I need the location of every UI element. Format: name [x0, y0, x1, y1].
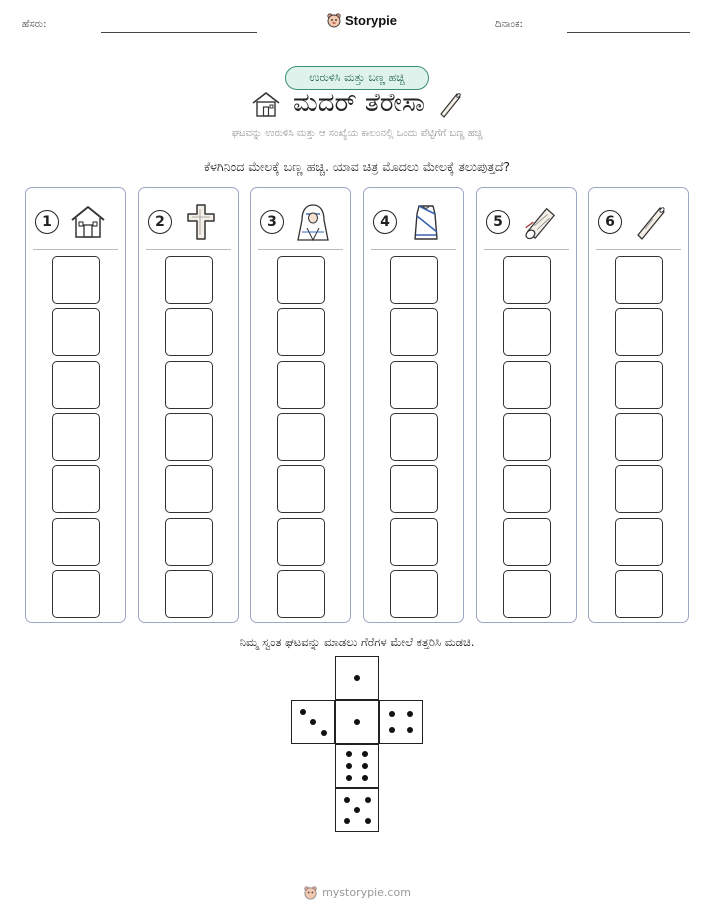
dice-note: ನಿಮ್ಮ ಸ್ವಂತ ಘಟವನ್ನು ಮಾಡಲು ಗೆರೆಗಳ ಮೇಲೆ ಕತ್ತರಿಸಿ ಮಡಚಿ. [239, 635, 475, 649]
column-divider [371, 249, 456, 250]
color-box[interactable] [52, 518, 100, 566]
scroll-icon [520, 202, 558, 242]
column-number: 2 [148, 210, 172, 234]
color-box[interactable] [165, 413, 213, 461]
column-number: 5 [486, 210, 510, 234]
column-header [260, 202, 332, 242]
dice-pip [389, 711, 395, 717]
color-box[interactable] [615, 465, 663, 513]
color-box[interactable] [615, 518, 663, 566]
dice-pip [354, 719, 360, 725]
color-box[interactable] [615, 256, 663, 304]
color-box[interactable] [503, 361, 551, 409]
dice-pip [362, 775, 368, 781]
dice-pip [344, 797, 350, 803]
color-box[interactable] [165, 465, 213, 513]
column-number: 4 [373, 210, 397, 234]
column-divider [33, 249, 118, 250]
dice-pip [354, 675, 360, 681]
column-divider [258, 249, 343, 250]
dice-pip [300, 709, 306, 715]
color-box[interactable] [503, 465, 551, 513]
column-header [35, 202, 107, 242]
nun-icon [294, 202, 332, 242]
column-divider [596, 249, 681, 250]
dice-pip [407, 727, 413, 733]
color-box[interactable] [503, 256, 551, 304]
dice-pip [365, 797, 371, 803]
activity-badge: ಉರುಳಿಸಿ ಮತ್ತು ಬಣ್ಣ ಹಚ್ಚಿ [285, 66, 429, 90]
color-box[interactable] [503, 308, 551, 356]
column-3 [250, 187, 351, 623]
dice-pip [344, 818, 350, 824]
color-box[interactable] [615, 413, 663, 461]
dice-pip [362, 751, 368, 757]
title-row [0, 88, 714, 119]
house-icon [69, 202, 107, 242]
color-box[interactable] [165, 570, 213, 618]
color-box[interactable] [165, 361, 213, 409]
color-box[interactable] [277, 465, 325, 513]
dice-pip [346, 763, 352, 769]
color-box[interactable] [615, 308, 663, 356]
color-box[interactable] [503, 570, 551, 618]
color-box[interactable] [390, 256, 438, 304]
dice-pip [346, 751, 352, 757]
subtitle: ಘಟವನ್ನು ಉರುಳಿಸಿ ಮತ್ತು ಆ ಸಂಖ್ಯೆಯ ಕಾಲಂನಲ್ಲಿ ಒಂದು ಪೆಟ್ಟಿಗೆಗೆ ಬಣ್ಣ ಹಚ್ಚಿ [231, 128, 483, 139]
name-line[interactable] [101, 32, 257, 33]
color-box[interactable] [165, 518, 213, 566]
column-4 [363, 187, 464, 623]
sari-icon [407, 202, 445, 242]
color-box[interactable] [390, 518, 438, 566]
color-box[interactable] [390, 465, 438, 513]
name-label: ಹೆಸರು: [22, 19, 47, 30]
date-line[interactable] [567, 32, 690, 33]
column-5 [476, 187, 577, 623]
dice-face [335, 656, 379, 700]
column-header [486, 202, 558, 242]
color-box[interactable] [52, 413, 100, 461]
color-box[interactable] [52, 465, 100, 513]
dice-pip [354, 807, 360, 813]
column-header [598, 202, 670, 242]
storypie-mascot-icon [303, 885, 318, 900]
color-box[interactable] [277, 518, 325, 566]
footer-site[interactable]: mystorypie.com [322, 886, 411, 899]
stick-icon [437, 90, 463, 118]
color-box[interactable] [52, 256, 100, 304]
cross-icon [182, 202, 220, 242]
column-divider [484, 249, 569, 250]
dice-pip [407, 711, 413, 717]
house-icon [251, 90, 281, 118]
color-box[interactable] [615, 361, 663, 409]
stick-icon [632, 202, 670, 242]
brand-logo [326, 12, 397, 28]
column-divider [146, 249, 231, 250]
dice-pip [389, 727, 395, 733]
color-box[interactable] [503, 413, 551, 461]
dice-face [335, 700, 379, 744]
dice-pip [365, 818, 371, 824]
color-box[interactable] [52, 361, 100, 409]
column-header [148, 202, 220, 242]
color-box[interactable] [277, 413, 325, 461]
dice-face [379, 700, 423, 744]
color-box[interactable] [390, 361, 438, 409]
storypie-mascot-icon [326, 12, 342, 28]
date-label: ದಿನಾಂಕ: [495, 19, 523, 30]
column-1 [25, 187, 126, 623]
instruction: ಕೆಳಗಿನಿಂದ ಮೇಲಕ್ಕೆ ಬಣ್ಣ ಹಚ್ಚಿ. ಯಾವ ಚಿತ್ರ ಮೊದಲು ಮೇಲಕ್ಕೆ ತಲುಪುತ್ತದೆ? [203, 159, 511, 174]
dice-pip [310, 719, 316, 725]
color-box[interactable] [277, 256, 325, 304]
page-title: ಮದರ್ ತೆರೇಸಾ [292, 88, 426, 118]
dice-pip [362, 763, 368, 769]
color-box[interactable] [165, 308, 213, 356]
color-box[interactable] [390, 308, 438, 356]
column-number: 1 [35, 210, 59, 234]
color-box[interactable] [615, 570, 663, 618]
dice-pip [321, 730, 327, 736]
footer [0, 885, 714, 900]
dice-face [335, 744, 379, 788]
color-box[interactable] [277, 570, 325, 618]
color-box[interactable] [277, 361, 325, 409]
color-box[interactable] [390, 570, 438, 618]
column-6 [588, 187, 689, 623]
dice-face [291, 700, 335, 744]
dice-pip [346, 775, 352, 781]
color-box[interactable] [390, 413, 438, 461]
color-box[interactable] [52, 308, 100, 356]
color-box[interactable] [165, 256, 213, 304]
color-box[interactable] [52, 570, 100, 618]
column-2 [138, 187, 239, 623]
color-box[interactable] [503, 518, 551, 566]
column-number: 3 [260, 210, 284, 234]
color-box[interactable] [277, 308, 325, 356]
column-number: 6 [598, 210, 622, 234]
dice-face [335, 788, 379, 832]
column-header [373, 202, 445, 242]
brand-name: Storypie [345, 12, 398, 28]
